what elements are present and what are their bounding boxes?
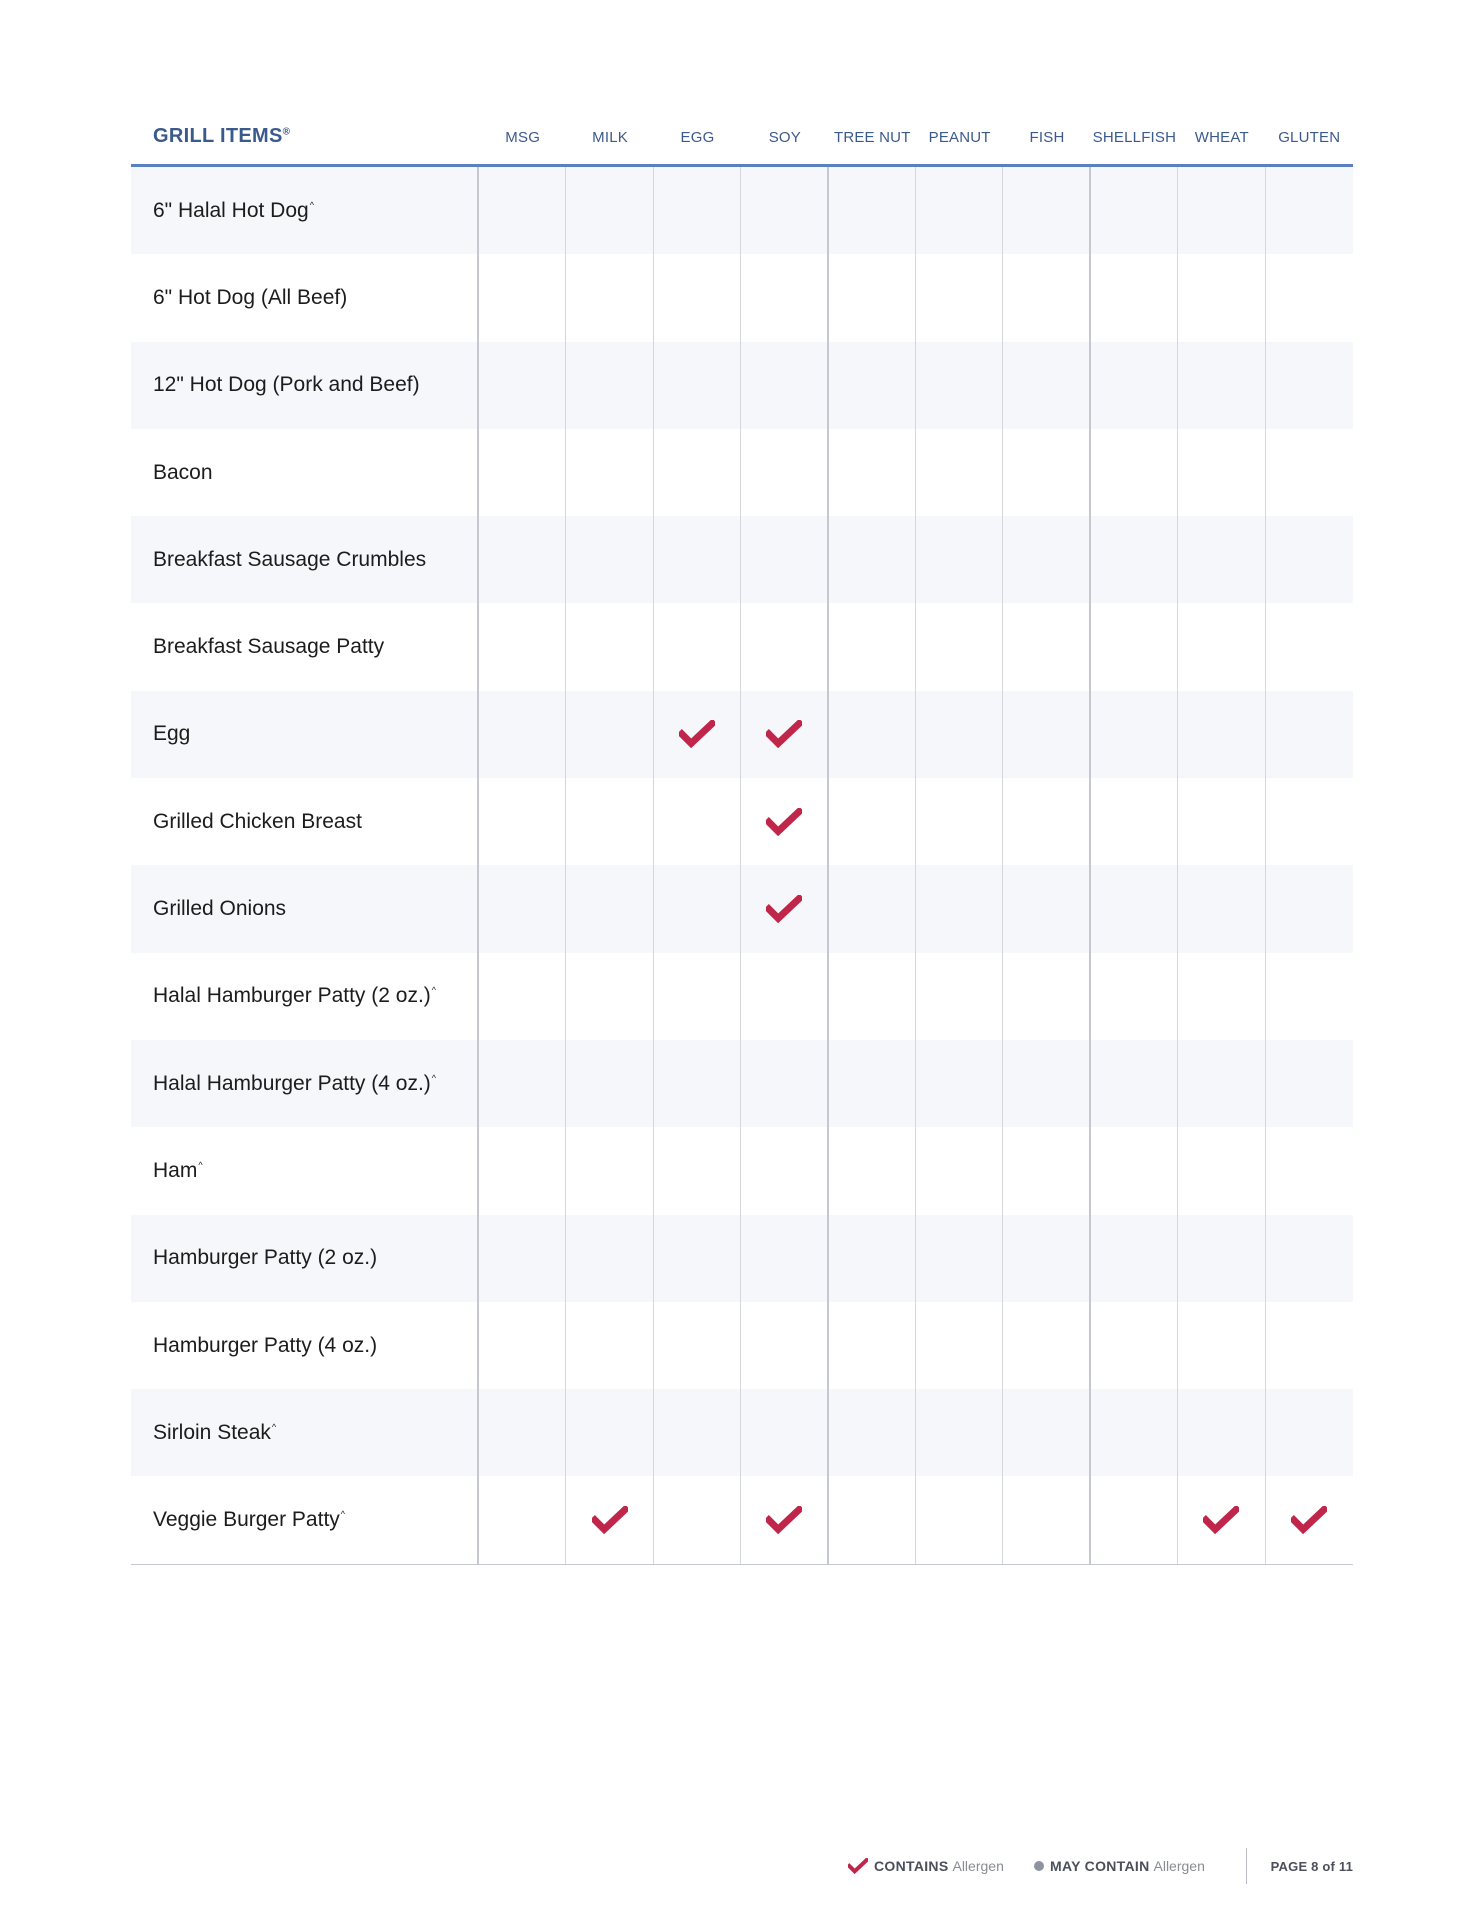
allergen-cell	[1178, 254, 1265, 341]
check-icon	[679, 720, 715, 748]
column-header: SOY	[768, 129, 801, 146]
allergen-cell	[741, 254, 828, 341]
allergen-cell	[1266, 1215, 1353, 1302]
item-name: Bacon	[131, 429, 479, 516]
column-header: WHEAT	[1194, 129, 1249, 146]
column-header: MSG	[505, 129, 541, 146]
allergen-cell	[1178, 953, 1265, 1040]
allergen-cell	[1266, 167, 1353, 254]
allergen-cell	[479, 691, 566, 778]
allergen-cell	[479, 342, 566, 429]
allergen-cell	[916, 1040, 1003, 1127]
allergen-cell	[566, 865, 653, 952]
allergen-cell	[479, 1389, 566, 1476]
allergen-cell	[566, 691, 653, 778]
footnote-mark: ^	[271, 1421, 277, 1432]
table-row	[131, 342, 1353, 429]
footnote-mark: ^	[431, 1072, 437, 1083]
allergen-cell	[829, 1389, 916, 1476]
allergen-cell	[1178, 1389, 1265, 1476]
item-name: Veggie Burger Patty ^	[131, 1476, 479, 1563]
footnote-mark: ^	[198, 1159, 203, 1170]
table-bottom-rule	[131, 1564, 1353, 1565]
allergen-cell	[1091, 167, 1178, 254]
allergen-cell	[479, 865, 566, 952]
allergen-cell	[479, 1127, 566, 1214]
allergen-cell	[829, 254, 916, 341]
allergen-cell	[566, 1127, 653, 1214]
table-row	[131, 1040, 1353, 1127]
allergen-cell	[1091, 1040, 1178, 1127]
allergen-cell	[1091, 429, 1178, 516]
table-row	[131, 603, 1353, 690]
allergen-cell	[829, 778, 916, 865]
allergen-cell	[566, 1476, 653, 1563]
footer-divider	[1246, 1848, 1247, 1884]
allergen-cell	[916, 1127, 1003, 1214]
allergen-cell	[1003, 691, 1090, 778]
allergen-cell	[479, 603, 566, 690]
allergen-cell	[1266, 865, 1353, 952]
check-icon	[766, 1506, 802, 1534]
allergen-cell	[654, 1215, 741, 1302]
table-row	[131, 429, 1353, 516]
allergen-table	[131, 115, 1353, 1565]
legend-may-contain: MAY CONTAIN Allergen	[1034, 1858, 1205, 1874]
allergen-cell	[916, 342, 1003, 429]
allergen-cell	[1003, 429, 1090, 516]
allergen-cell	[1266, 342, 1353, 429]
allergen-cell	[916, 865, 1003, 952]
column-header: PEANUT	[928, 129, 991, 146]
table-row	[131, 254, 1353, 341]
item-name: 6" Hot Dog (All Beef)	[131, 254, 479, 341]
allergen-cell	[479, 778, 566, 865]
allergen-cell	[566, 953, 653, 1040]
page-number: PAGE 8 of 11	[1270, 1859, 1353, 1874]
allergen-cell	[479, 254, 566, 341]
check-icon	[766, 720, 802, 748]
table-row	[131, 516, 1353, 603]
allergen-cell	[916, 516, 1003, 603]
allergen-cell	[566, 778, 653, 865]
table-row	[131, 1127, 1353, 1214]
allergen-cell	[1178, 778, 1265, 865]
item-name: Breakfast Sausage Crumbles	[131, 516, 479, 603]
allergen-cell	[1091, 342, 1178, 429]
allergen-cell	[916, 167, 1003, 254]
allergen-cell	[654, 516, 741, 603]
allergen-cell	[654, 691, 741, 778]
allergen-cell	[654, 342, 741, 429]
allergen-cell	[916, 254, 1003, 341]
item-name: Ham ^	[131, 1127, 479, 1214]
allergen-cell	[829, 1127, 916, 1214]
table-row	[131, 1476, 1353, 1563]
allergen-cell	[1178, 865, 1265, 952]
item-name: Egg	[131, 691, 479, 778]
allergen-cell	[566, 1215, 653, 1302]
allergen-cell	[1003, 254, 1090, 341]
item-name: Breakfast Sausage Patty	[131, 603, 479, 690]
allergen-cell	[741, 953, 828, 1040]
allergen-cell	[566, 516, 653, 603]
allergen-cell	[1091, 603, 1178, 690]
allergen-cell	[1178, 1302, 1265, 1389]
allergen-cell	[916, 603, 1003, 690]
table-header	[131, 115, 1353, 167]
allergen-cell	[741, 1127, 828, 1214]
allergen-cell	[1003, 167, 1090, 254]
allergen-cell	[916, 1476, 1003, 1563]
allergen-cell	[1266, 1389, 1353, 1476]
check-icon	[1203, 1506, 1239, 1534]
allergen-cell	[654, 1302, 741, 1389]
allergen-cell	[916, 778, 1003, 865]
allergen-cell	[654, 167, 741, 254]
item-name: Halal Hamburger Patty (2 oz.) ^	[131, 953, 479, 1040]
allergen-cell	[741, 429, 828, 516]
allergen-cell	[1003, 516, 1090, 603]
column-header: MILK	[592, 129, 628, 146]
allergen-cell	[654, 953, 741, 1040]
column-header: EGG	[680, 129, 715, 146]
allergen-cell	[479, 953, 566, 1040]
allergen-cell	[566, 1040, 653, 1127]
footnote-mark: ^	[340, 1509, 346, 1520]
dot-icon	[1034, 1861, 1044, 1871]
allergen-cell	[741, 1040, 828, 1127]
allergen-cell	[654, 603, 741, 690]
item-name: Halal Hamburger Patty (4 oz.) ^	[131, 1040, 479, 1127]
allergen-cell	[1178, 691, 1265, 778]
item-name: 12" Hot Dog (Pork and Beef)	[131, 342, 479, 429]
footnote-mark: ^	[309, 199, 314, 210]
allergen-cell	[1003, 865, 1090, 952]
allergen-cell	[1003, 342, 1090, 429]
allergen-cell	[829, 1302, 916, 1389]
allergen-cell	[1266, 429, 1353, 516]
allergen-cell	[741, 603, 828, 690]
allergen-cell	[829, 1040, 916, 1127]
allergen-cell	[566, 603, 653, 690]
allergen-cell	[1178, 1476, 1265, 1563]
allergen-cell	[1266, 516, 1353, 603]
allergen-cell	[1003, 603, 1090, 690]
allergen-cell	[741, 167, 828, 254]
allergen-cell	[654, 1389, 741, 1476]
table-row	[131, 1302, 1353, 1389]
allergen-cell	[1266, 691, 1353, 778]
table-row	[131, 1389, 1353, 1476]
column-header: TREE NUT	[833, 129, 911, 146]
allergen-cell	[1266, 1040, 1353, 1127]
allergen-cell	[1266, 1302, 1353, 1389]
item-name: Grilled Chicken Breast	[131, 778, 479, 865]
table-row	[131, 1215, 1353, 1302]
allergen-cell	[741, 1476, 828, 1563]
allergen-cell	[479, 1215, 566, 1302]
allergen-cell	[479, 429, 566, 516]
allergen-cell	[829, 953, 916, 1040]
column-header: GLUTEN	[1278, 129, 1341, 146]
allergen-cell	[829, 865, 916, 952]
allergen-cell	[916, 1389, 1003, 1476]
column-header: SHELLFISH	[1092, 129, 1177, 146]
allergen-cell	[829, 342, 916, 429]
allergen-cell	[1091, 865, 1178, 952]
allergen-cell	[1003, 1040, 1090, 1127]
allergen-cell	[654, 254, 741, 341]
allergen-cell	[479, 1040, 566, 1127]
allergen-cell	[916, 1215, 1003, 1302]
table-row	[131, 953, 1353, 1040]
item-name: Hamburger Patty (4 oz.)	[131, 1302, 479, 1389]
allergen-cell	[1266, 603, 1353, 690]
check-icon	[766, 808, 802, 836]
allergen-cell	[1003, 778, 1090, 865]
allergen-cell	[1266, 778, 1353, 865]
allergen-cell	[829, 1476, 916, 1563]
allergen-cell	[741, 516, 828, 603]
allergen-cell	[479, 516, 566, 603]
legend-contains: CONTAINS Allergen	[848, 1858, 1004, 1874]
allergen-cell	[1266, 1127, 1353, 1214]
allergen-cell	[916, 429, 1003, 516]
allergen-cell	[1266, 953, 1353, 1040]
section-title: GRILL ITEMS®	[153, 125, 291, 147]
allergen-cell	[829, 429, 916, 516]
allergen-cell	[1091, 254, 1178, 341]
allergen-cell	[829, 1215, 916, 1302]
item-name: Sirloin Steak ^	[131, 1389, 479, 1476]
footer	[0, 1848, 1484, 1888]
table-row	[131, 167, 1353, 254]
allergen-cell	[1178, 603, 1265, 690]
allergen-cell	[829, 603, 916, 690]
allergen-cell	[654, 1040, 741, 1127]
check-icon	[1291, 1506, 1327, 1534]
allergen-cell	[1091, 778, 1178, 865]
allergen-cell	[1178, 1215, 1265, 1302]
allergen-cell	[654, 1127, 741, 1214]
allergen-cell	[1003, 1389, 1090, 1476]
item-name: Grilled Onions	[131, 865, 479, 952]
column-header: FISH	[1029, 129, 1065, 146]
allergen-cell	[654, 865, 741, 952]
allergen-cell	[566, 167, 653, 254]
allergen-cell	[479, 1476, 566, 1563]
allergen-cell	[1091, 1476, 1178, 1563]
allergen-cell	[1178, 342, 1265, 429]
allergen-cell	[479, 167, 566, 254]
allergen-cell	[741, 691, 828, 778]
allergen-cell	[916, 1302, 1003, 1389]
allergen-cell	[829, 691, 916, 778]
allergen-cell	[1003, 1127, 1090, 1214]
allergen-cell	[1003, 953, 1090, 1040]
check-icon	[766, 895, 802, 923]
footnote-mark: ^	[431, 985, 437, 996]
allergen-cell	[566, 342, 653, 429]
allergen-cell	[654, 778, 741, 865]
allergen-cell	[1178, 429, 1265, 516]
allergen-cell	[1266, 254, 1353, 341]
allergen-cell	[741, 778, 828, 865]
allergen-cell	[1266, 1476, 1353, 1563]
table-row	[131, 865, 1353, 952]
allergen-cell	[566, 254, 653, 341]
allergen-cell	[829, 167, 916, 254]
item-name: 6" Halal Hot Dog ^	[131, 167, 479, 254]
allergen-cell	[1091, 1215, 1178, 1302]
allergen-cell	[741, 1215, 828, 1302]
check-icon	[848, 1858, 868, 1874]
table-row	[131, 778, 1353, 865]
check-icon	[592, 1506, 628, 1534]
allergen-cell	[916, 691, 1003, 778]
allergen-cell	[1091, 1389, 1178, 1476]
allergen-cell	[1091, 1302, 1178, 1389]
allergen-cell	[1091, 691, 1178, 778]
allergen-cell	[654, 429, 741, 516]
allergen-cell	[479, 1302, 566, 1389]
allergen-cell	[1003, 1302, 1090, 1389]
allergen-cell	[1178, 516, 1265, 603]
allergen-cell	[1178, 1127, 1265, 1214]
allergen-cell	[741, 1389, 828, 1476]
allergen-cell	[1091, 953, 1178, 1040]
allergen-cell	[1091, 1127, 1178, 1214]
allergen-cell	[566, 1389, 653, 1476]
allergen-cell	[829, 516, 916, 603]
table-row	[131, 691, 1353, 778]
allergen-cell	[741, 1302, 828, 1389]
allergen-cell	[566, 1302, 653, 1389]
allergen-cell	[741, 865, 828, 952]
allergen-cell	[1003, 1215, 1090, 1302]
item-name: Hamburger Patty (2 oz.)	[131, 1215, 479, 1302]
allergen-cell	[916, 953, 1003, 1040]
allergen-cell	[1178, 1040, 1265, 1127]
allergen-cell	[1003, 1476, 1090, 1563]
allergen-cell	[741, 342, 828, 429]
allergen-cell	[566, 429, 653, 516]
allergen-cell	[654, 1476, 741, 1563]
allergen-cell	[1178, 167, 1265, 254]
allergen-cell	[1091, 516, 1178, 603]
